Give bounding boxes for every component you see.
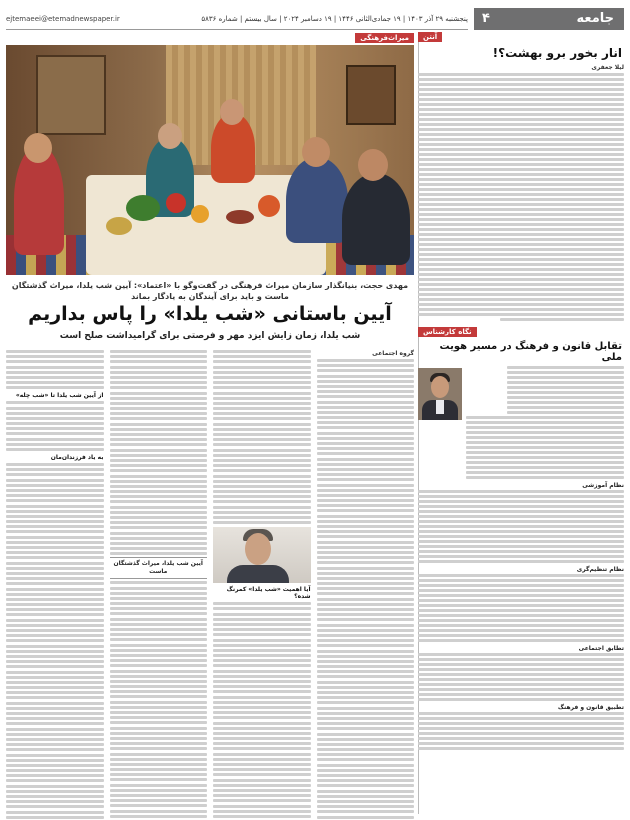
right-column — [418, 32, 624, 814]
expert-body-1 — [466, 366, 624, 479]
kicker: مهدی حجت، بنیانگذار سازمان میراث فرهنگی در گفت‌وگو با «اعتماد»: آیین شب یلدا، میراث گذشتگان ماست و باید برای آیندگان به یادگار بماند — [11, 281, 409, 301]
expert-body-4 — [418, 653, 624, 701]
issue-info: پنجشنبه ۲۹ آذر ۱۴۰۳ | ۱۹ جمادی‌الثانی ۱۴۴۶ | ۱۹ دسامبر ۲۰۲۴ | سال بیستم | شماره ۵۸۳۶ — [201, 15, 468, 23]
pull-quote: آیین شب یلدا، میراث گذشتگان ماست — [110, 557, 208, 579]
lead-photo — [6, 45, 414, 275]
article-column-2 — [213, 350, 311, 814]
photo-label-row — [6, 33, 414, 44]
opinion-title: انار بخور برو بهشت؟! — [492, 46, 622, 60]
author-portrait — [418, 368, 462, 420]
photo-tag: میراث‌فرهنگی — [355, 33, 414, 43]
expert-title: تقابل قانون و فرهنگ در مسیر هویت ملی — [439, 341, 622, 363]
expert-body-5 — [418, 712, 624, 750]
article-subhead-3: به یاد فرزندان‌مان — [50, 454, 104, 461]
article-column-3 — [110, 350, 208, 814]
article-columns — [6, 350, 414, 814]
page-number: ۴ — [482, 11, 490, 26]
expert-body-2 — [418, 490, 624, 563]
interviewee-portrait — [213, 527, 311, 583]
section-title: جامعه — [474, 8, 624, 30]
subhead: شب یلدا، زمان زایش ایزد مهر و فرصتی برای گرامیداشت صلح است — [59, 331, 361, 341]
expert-subhead-1: نظام آموزشی — [582, 482, 624, 489]
section-email: ejtemaeei@etemadnewspaper.ir — [6, 15, 120, 23]
opinion-tag: آنتن — [418, 32, 442, 42]
expert-subhead-4: تطبیق قانون و فرهنگ — [557, 704, 624, 711]
issue-line — [6, 8, 468, 30]
expert-label-row — [418, 327, 624, 337]
expert-subhead-3: تطابق اجتماعی — [578, 645, 624, 652]
page-header — [6, 8, 624, 30]
opinion-author: لیلا جعفری — [591, 64, 624, 71]
reporter: گروه اجتماعی — [372, 350, 414, 357]
opinion-body — [418, 73, 624, 321]
expert-body-3 — [418, 574, 624, 642]
expert-tag: نگاه کارشناس — [418, 327, 477, 337]
headline: آیین باستانی «شب یلدا» را پاس بداریم — [28, 303, 392, 325]
opinion-label-row — [418, 32, 624, 42]
article-subhead-1: آیا اهمیت «شب یلدا» کمرنگ شده؟ — [226, 586, 311, 601]
article-subhead-2: از آیین شب یلدا تا «شب چله» — [15, 392, 104, 400]
article-column-1 — [317, 350, 415, 814]
expert-subhead-2: نظام تنظیم‌گری — [576, 566, 624, 573]
article-column-4 — [6, 350, 104, 814]
